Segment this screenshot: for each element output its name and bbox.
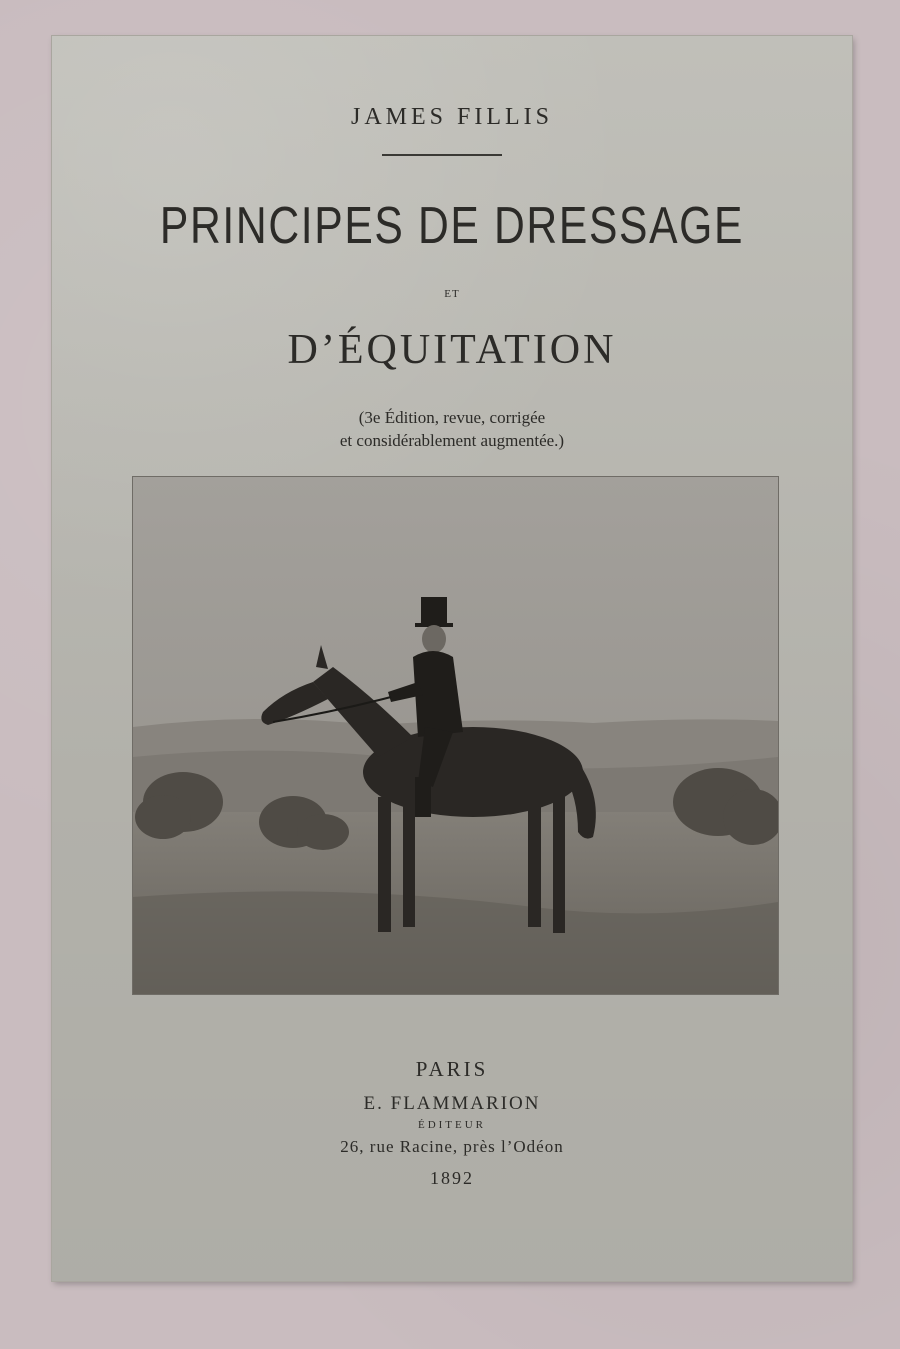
edition-line-2: et considérablement augmentée.) (339, 431, 565, 450)
publisher-role: ÉDITEUR (417, 1119, 487, 1131)
book-title: PRINCIPES DE DRESSAGE (159, 197, 745, 255)
publisher-address: 26, rue Racine, près l’Odéon (340, 1137, 564, 1156)
author-name: JAMES FILLIS (350, 104, 554, 130)
horse-rider-illustration (133, 477, 778, 994)
publisher-block (52, 1054, 852, 1189)
publication-city: PARIS (415, 1057, 489, 1081)
publication-year: 1892 (430, 1168, 474, 1188)
title-conjunction: ET (444, 288, 460, 300)
book-cover (52, 36, 852, 1281)
edition-note (52, 406, 852, 452)
edition-line-1: (3e Édition, revue, corrigée (358, 408, 546, 427)
frontispiece-photo (132, 476, 779, 995)
publisher-name: E. FLAMMARION (363, 1093, 541, 1114)
book-subtitle: D’ÉQUITATION (287, 327, 617, 373)
title-divider (382, 154, 502, 156)
